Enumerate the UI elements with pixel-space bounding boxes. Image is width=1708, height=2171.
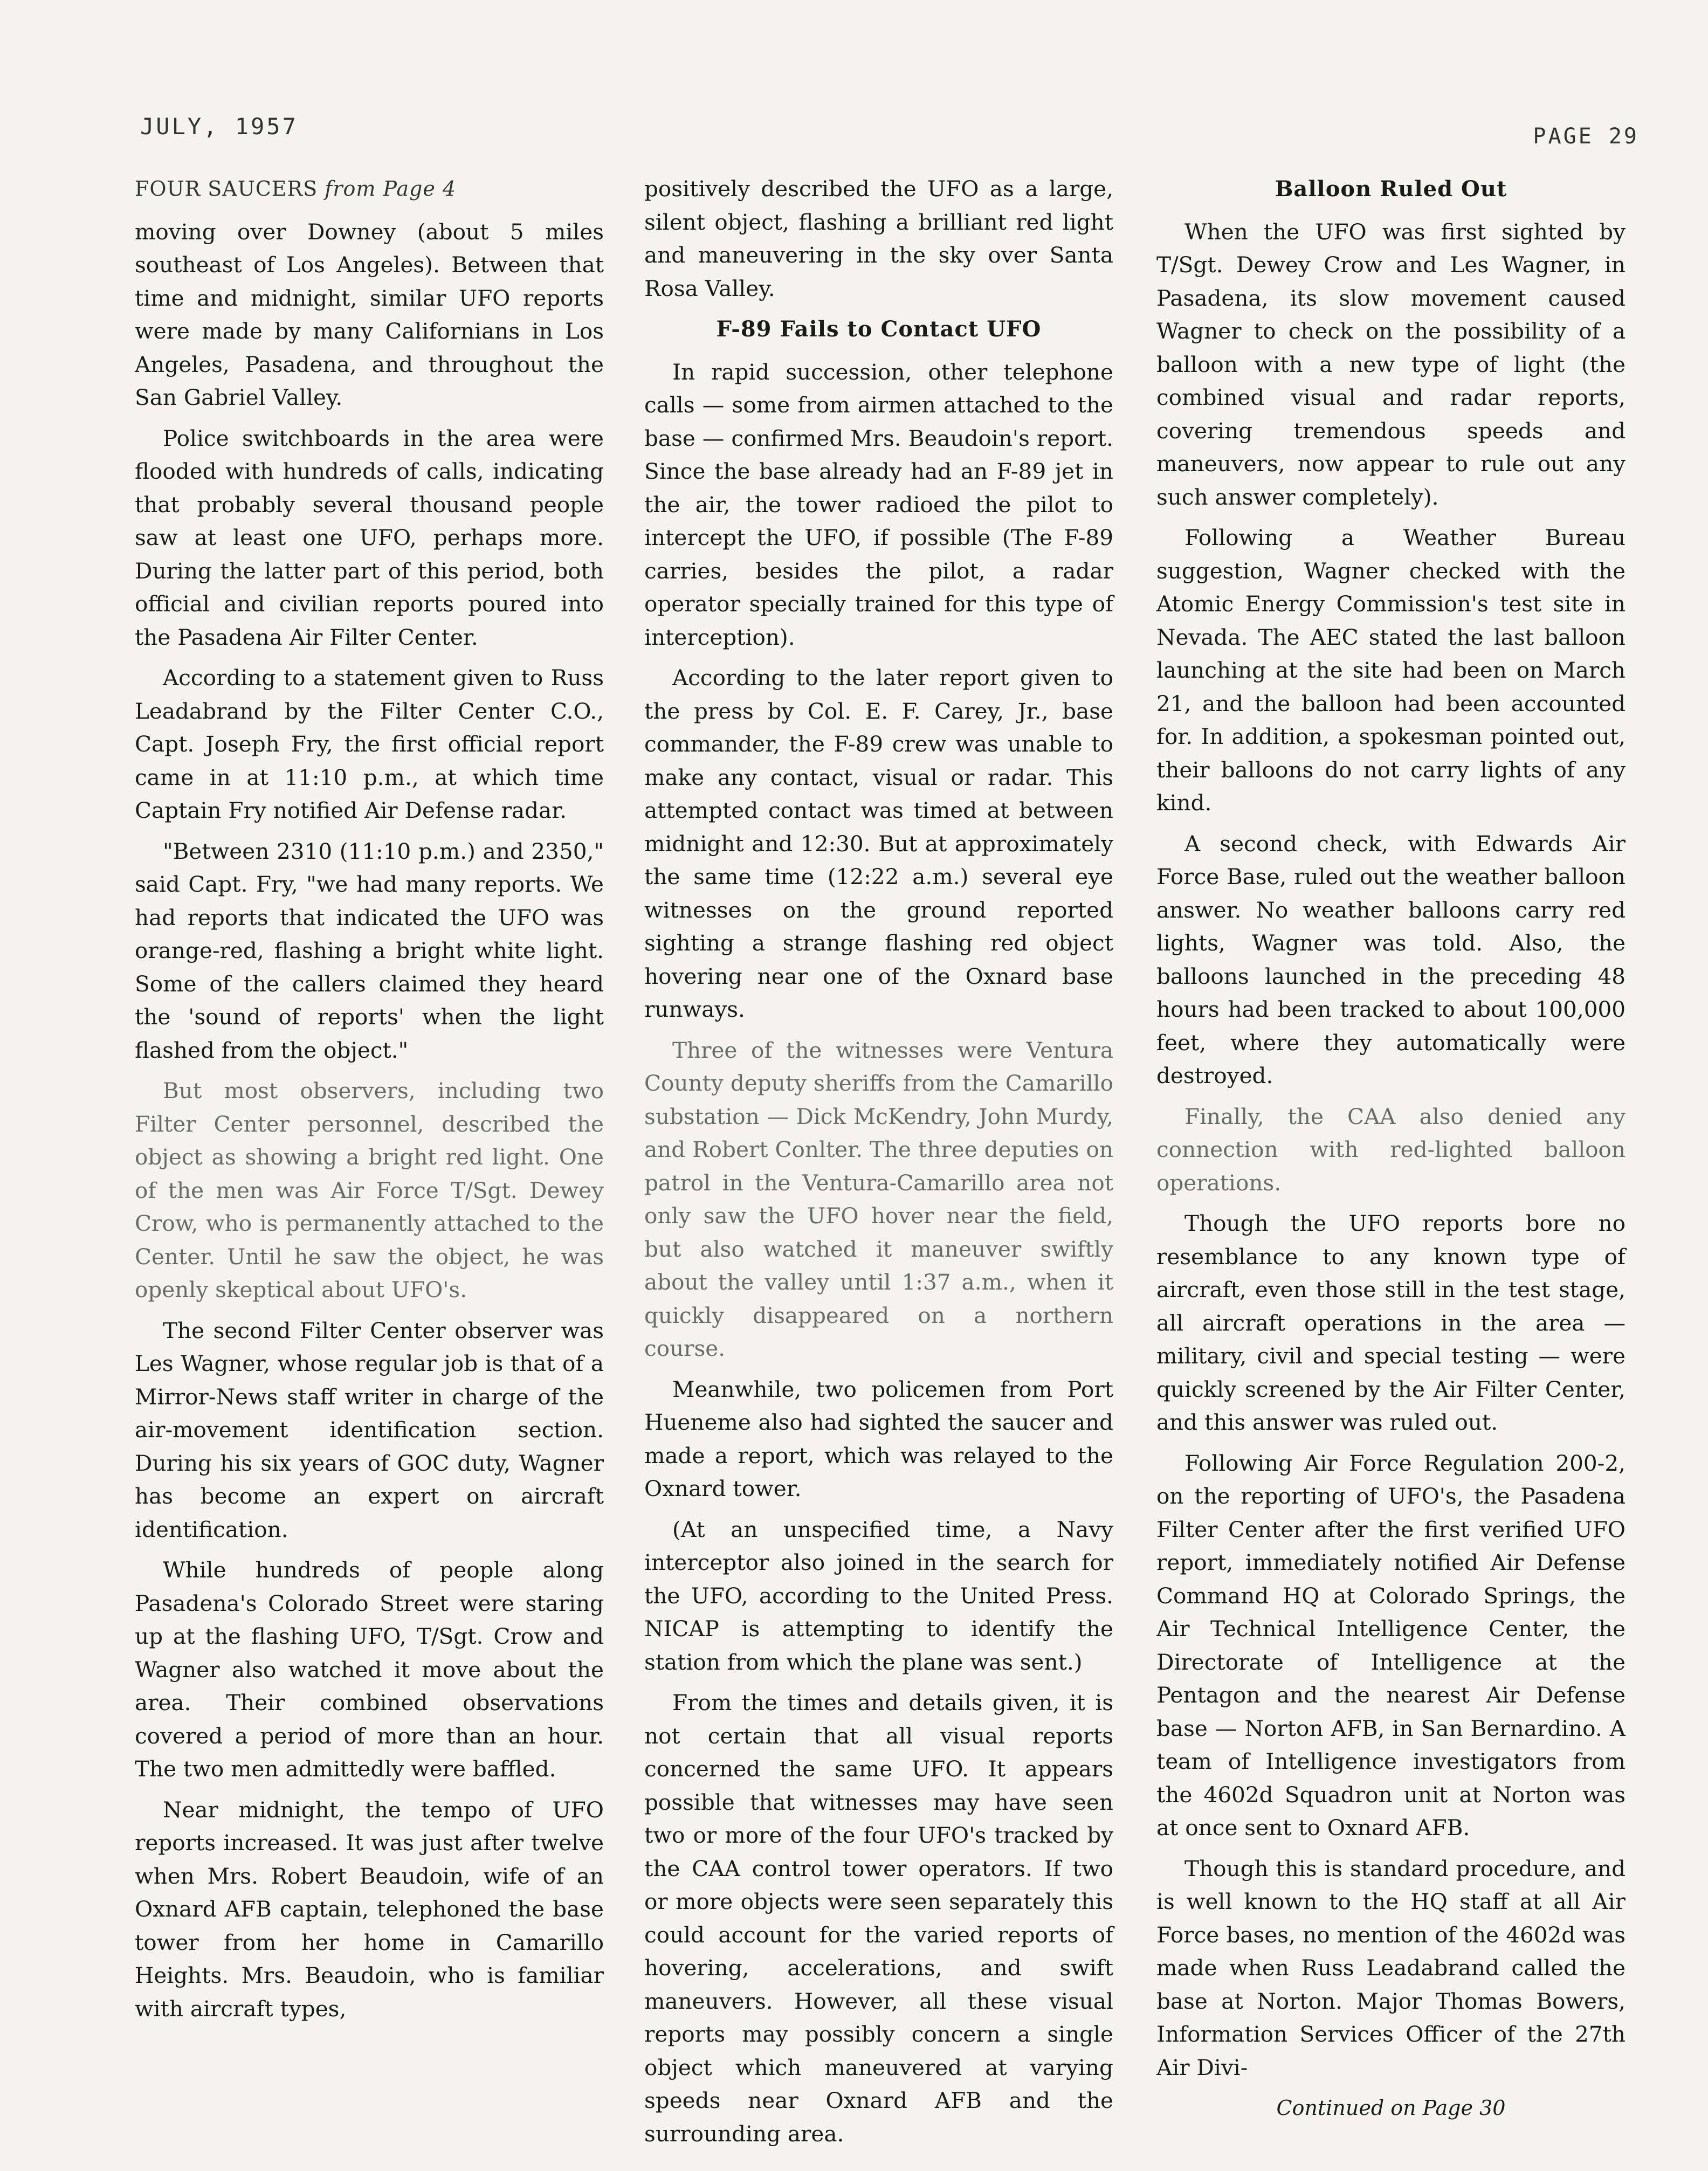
section-heading: Balloon Ruled Out — [1275, 176, 1507, 202]
issue-date: JULY, 1957 — [140, 113, 298, 140]
page-number: PAGE 29 — [1533, 124, 1639, 149]
paragraph: Three of the witnesses were Ventura County deputy sheriffs from the Camarillo substation — Dick McKendry, John Murdy, and Robert Conlter. The three deputies on patrol in the Ventura-Camarillo area not only saw the UFO hover near the field, but also watched it maneuver swiftly about the valley until 1:37 a.m., when it quickly disappeared on a northern course. — [644, 1037, 1113, 1361]
paragraph: Meanwhile, two policemen from Port Hueneme also had sighted the saucer and made a report, which was relayed to the Oxnard tower. — [644, 1376, 1113, 1501]
paragraph: Following a Weather Bureau suggestion, Wagner checked with the Atomic Energy Commission's test site in Nevada. The AEC stated the last balloon launching at the site had been on March 21, and the balloon had been accounted for. In addition, a spokesman pointed out, their balloons do not carry lights of any kind. — [1156, 525, 1626, 816]
paragraph: Near midnight, the tempo of UFO reports increased. It was just after twelve when Mrs. Robert Beaudoin, wife of an Oxnard AFB captain, telephoned the base tower from her home in Camarillo Heights. Mrs. Beaudoin, who is familiar with aircraft types, — [135, 1796, 604, 2022]
paragraph: Following Air Force Regulation 200-2, on the reporting of UFO's, the Pasadena Filter Center after the first verified UFO report, immediately notified Air Defense Command HQ at Colorado Springs, the Air Technical Intelligence Center, the Directorate of Intelligence at the Pentagon and the nearest Air Defense base — Norton AFB, in San Bernardino. A team of Intelligence investigators from the 4602d Squadron unit at Norton was at once sent to Oxnard AFB. — [1156, 1450, 1626, 1841]
paragraph: moving over Downey (about 5 miles southeast of Los Angeles). Between that time and midnight, similar UFO reports were made by many Californians in Los Angeles, Pasadena, and throughout the San Gabriel Valley. — [135, 218, 604, 410]
runhead-from: from Page 4 — [325, 177, 457, 201]
paragraph: "Between 2310 (11:10 p.m.) and 2350," said Capt. Fry, "we had many reports. We had reports that indicated the UFO was orange-red, flashing a bright white light. Some of the callers claimed they heard the 'sound of reports' when the light flashed from the object." — [135, 838, 604, 1063]
paragraph: (At an unspecified time, a Navy interceptor also joined in the search for the UFO, according to the United Press. NICAP is attempting to identify the station from which the plane was sent.) — [644, 1516, 1113, 1675]
paragraph: The second Filter Center observer was Les Wagner, whose regular job is that of a Mirror-News staff writer in charge of the air-movement identification section. During his six years of GOC duty, Wagner has become an expert on aircraft identification. — [135, 1317, 604, 1542]
paragraph: positively described the UFO as a large, silent object, flashing a brilliant red light and maneuvering in the sky over Santa Rosa Valley. — [644, 176, 1113, 301]
running-head — [135, 173, 604, 206]
paragraph: Though this is standard procedure, and is well known to the HQ staff at all Air Force bases, no mention of the 4602d was made when Russ Leadabrand called the base at Norton. Major Thomas Bowers, Information Services Officer of the 27th Air Divi- — [1156, 1855, 1626, 2080]
paragraph: When the UFO was first sighted by T/Sgt. Dewey Crow and Les Wagner, in Pasadena, its slow movement caused Wagner to check on the possibility of a balloon with a new type of light (the combined visual and radar reports, covering tremendous speeds and maneuvers, now appear to rule out any such answer completely). — [1156, 218, 1626, 510]
runhead-title: FOUR SAUCERS — [135, 177, 318, 201]
paragraph: According to the later report given to the press by Col. E. F. Carey, Jr., base commander, the F-89 crew was unable to make any contact, visual or radar. This attempted contact was timed at between midnight and 12:30. But at approximately the same time (12:22 a.m.) several eye witnesses on the ground reported sighting a strange flashing red object hovering near one of the Oxnard base runways. — [644, 665, 1113, 1022]
column-1 — [135, 173, 604, 2129]
paragraph: According to a statement given to Russ Leadabrand by the Filter Center C.O., Capt. Joseph Fry, the first official report came in at 11:10 p.m., at which time Captain Fry notified Air Defense radar. — [135, 665, 604, 823]
column-2 — [644, 173, 1113, 2147]
paragraph: A second check, with Edwards Air Force Base, ruled out the weather balloon answer. No weather balloons carry red lights, Wagner was told. Also, the balloons launched in the preceding 48 hours had been tracked to about 100,000 feet, where they automatically were destroyed. — [1156, 830, 1626, 1088]
section-heading: F-89 Fails to Contact UFO — [716, 316, 1042, 342]
paragraph: Though the UFO reports bore no resemblance to any known type of aircraft, even those still in the test stage, all aircraft operations in the area — military, civil and special testing — were quickly screened by the Air Filter Center, and this answer was ruled out. — [1156, 1210, 1626, 1435]
column-3 — [1156, 173, 1626, 2129]
paragraph: While hundreds of people along Pasadena's Colorado Street were staring up at the flashing UFO, T/Sgt. Crow and Wagner also watched it move about the area. Their combined observations covered a period of more than an hour. The two men admittedly were baffled. — [135, 1557, 604, 1782]
paragraph: From the times and details given, it is not certain that all visual reports concerned the same UFO. It appears possible that witnesses may have seen two or more of the four UFO's tracked by the CAA control tower operators. If two or more objects were seen separately this could account for the varied reports of hovering, accelerations, and swift maneuvers. However, all these visual reports may possibly concern a single object which maneuvered at varying speeds near Oxnard AFB and the surrounding area. — [644, 1690, 1113, 2147]
continued-line: Continued on Page 30 — [1276, 2096, 1506, 2120]
article-columns — [135, 173, 1628, 2147]
paragraph: Police switchboards in the area were flooded with hundreds of calls, indicating that probably several thousand people saw at least one UFO, perhaps more. During the latter part of this period, both official and civilian reports poured into the Pasadena Air Filter Center. — [135, 425, 604, 650]
paragraph: In rapid succession, other telephone calls — some from airmen attached to the base — confirmed Mrs. Beaudoin's report. Since the base already had an F-89 jet in the air, the tower radioed the pilot to intercept the UFO, if possible (The F-89 carries, besides the pilot, a radar operator specially trained for this type of interception). — [644, 359, 1113, 650]
paragraph: Finally, the CAA also denied any connection with red-lighted balloon operations. — [1156, 1103, 1626, 1196]
paragraph: But most observers, including two Filter Center personnel, described the object as showing a bright red light. One of the men was Air Force T/Sgt. Dewey Crow, who is permanently attached to the Center. Until he saw the object, he was openly skeptical about UFO's. — [135, 1078, 604, 1302]
newsletter-page — [97, 108, 1639, 2147]
